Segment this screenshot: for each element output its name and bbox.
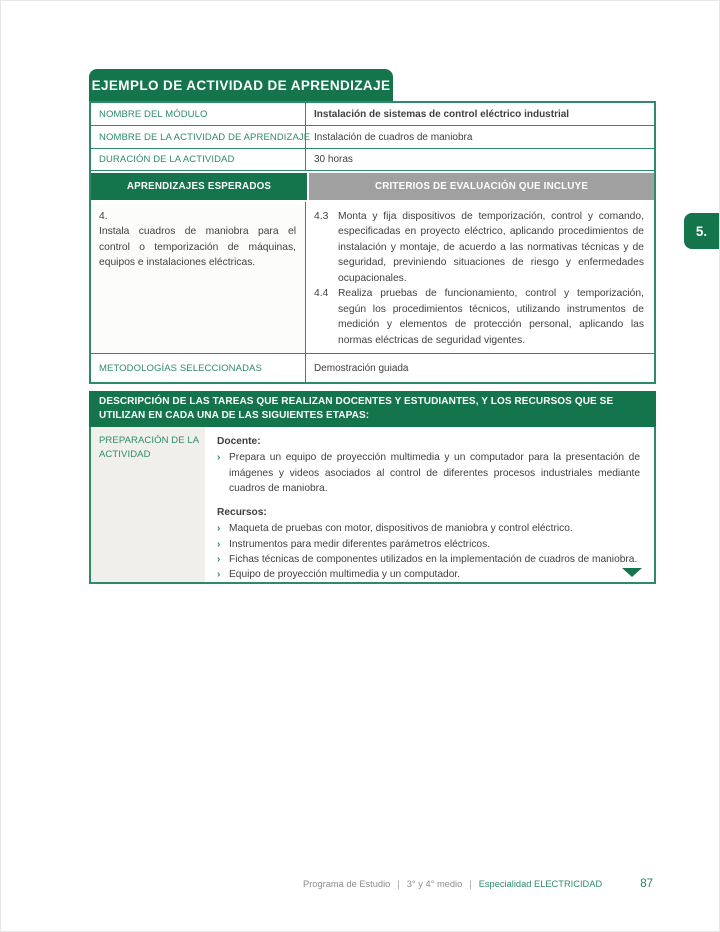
recursos-heading: Recursos: (217, 507, 267, 519)
table-row (91, 126, 654, 149)
criteria-item (314, 286, 644, 348)
table-row (91, 149, 654, 170)
chevron-bullet-icon: › (217, 523, 221, 535)
methodology-value: Demostración guiada (314, 362, 409, 374)
learning-text: Instala cuadros de maniobra para el control o temporización de máquinas, equipos e instalaciones eléctricas. (99, 226, 296, 269)
footer-grade: 3° y 4° medio (406, 879, 463, 889)
criteria-text: Monta y fija dispositivos de temporización, control y comando, especificadas en proyecto eléctrico, aplicando procedimientos de instalación y montaje, de acuerdo a las normativas técnicas y de seguridad, previniendo situaciones de riesgo y enfermedades ocupacionales. (338, 211, 644, 284)
activity-table (89, 101, 656, 384)
chapter-tab-label: 5. (695, 223, 708, 239)
methodology-row (91, 353, 654, 382)
chevron-bullet-icon: › (217, 452, 221, 464)
activity-title: EJEMPLO DE ACTIVIDAD DE APRENDIZAJE (91, 77, 391, 93)
footer-program: Programa de Estudio (303, 879, 391, 889)
preparation-label: PREPARACIÓN DE LA ACTIVIDAD (91, 427, 205, 582)
docente-heading: Docente: (217, 436, 261, 447)
docente-item-text: Prepara un equipo de proyección multimedia y un computador para la presentación de imágenes y videos asociados al control de diferentes procesos industriales mediante cuadros de maniobra. (229, 452, 640, 494)
description-banner: DESCRIPCIÓN DE LAS TAREAS QUE REALIZAN DOCENTES Y ESTUDIANTES, Y LOS RECURSOS QUE SE UTILIZAN EN CADA UNA DE LAS SIGUIENTES ETAPAS: (89, 391, 656, 427)
expected-learning-header: APRENDIZAJES ESPERADOS (91, 173, 307, 200)
list-item (217, 537, 640, 552)
activity-name-value: Instalación de cuadros de maniobra (314, 131, 473, 143)
activity-title-box (89, 69, 393, 101)
activity-name-label: NOMBRE DE LA ACTIVIDAD DE APRENDIZAJE (91, 126, 306, 148)
duration-value: 30 horas (314, 154, 353, 165)
table-row (91, 103, 654, 126)
chevron-bullet-icon: › (217, 569, 221, 581)
list-item (217, 521, 640, 536)
footer-breadcrumb (303, 879, 602, 889)
footer-separator: | (469, 879, 472, 889)
criteria-number: 4.4 (314, 288, 329, 300)
learning-number: 4. (99, 211, 108, 222)
continuation-arrow-icon (622, 568, 642, 577)
methodology-label: METODOLOGÍAS SELECCIONADAS (91, 354, 306, 382)
recurso-item-text: Equipo de proyección multimedia y un computador. (229, 569, 461, 581)
chevron-bullet-icon: › (217, 538, 221, 550)
preparation-row (89, 427, 656, 584)
list-item (217, 450, 640, 496)
table-header-row (91, 170, 654, 202)
chevron-bullet-icon: › (217, 554, 221, 566)
evaluation-criteria-header: CRITERIOS DE EVALUACIÓN QUE INCLUYE (309, 173, 654, 200)
criteria-text: Realiza pruebas de funcionamiento, control y temporización, según los procedimientos técnicos, utilizando instrumentos de medición y elementos de protección personal, aplicando las normas eléctricas de seguridad vigentes. (338, 288, 644, 346)
footer-specialty: Especialidad ELECTRICIDAD (478, 879, 603, 889)
page-footer (303, 878, 653, 890)
recurso-item-text: Fichas técnicas de componentes utilizados en la implementación de cuadros de maniobra. (229, 554, 638, 566)
list-item (217, 552, 640, 567)
recurso-item-text: Maqueta de pruebas con motor, dispositivos de maniobra y control eléctrico. (229, 523, 573, 535)
recurso-item-text: Instrumentos para medir diferentes parámetros eléctricos. (229, 538, 491, 550)
module-name-label: NOMBRE DEL MÓDULO (91, 103, 306, 125)
duration-label: DURACIÓN DE LA ACTIVIDAD (91, 149, 306, 170)
chapter-tab (684, 213, 719, 249)
criteria-item (314, 209, 644, 286)
expected-learning-cell (91, 202, 306, 353)
footer-separator: | (397, 879, 400, 889)
page-number: 87 (640, 878, 653, 890)
criteria-cell (306, 202, 654, 353)
module-name-value: Instalación de sistemas de control eléctrico industrial (314, 108, 570, 120)
list-item (217, 567, 640, 582)
description-section (89, 391, 656, 584)
criteria-number: 4.3 (314, 211, 329, 222)
learning-content-row (91, 202, 654, 353)
preparation-content (205, 427, 654, 582)
